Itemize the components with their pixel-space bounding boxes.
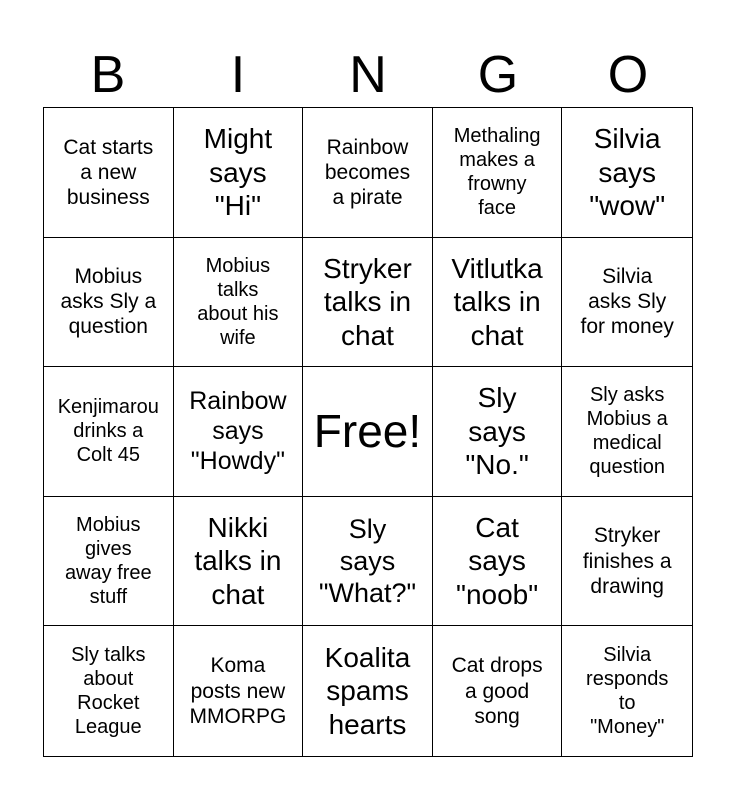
cell-text: Sly says "What?" xyxy=(318,513,417,609)
cell-text: Stryker finishes a drawing xyxy=(582,524,672,598)
free-space-label: Free! xyxy=(313,404,422,457)
cell-text: Cat starts a new business xyxy=(63,135,154,209)
bingo-cell[interactable] xyxy=(44,497,174,627)
bingo-cell[interactable] xyxy=(433,497,563,627)
header-letter-i: I xyxy=(230,46,246,104)
bingo-cell[interactable] xyxy=(174,626,304,756)
free-space-cell[interactable] xyxy=(303,367,433,497)
cell-text: Koalita spams hearts xyxy=(324,641,411,740)
cell-text: Rainbow says "Howdy" xyxy=(189,387,287,476)
cell-text: Kenjimarou drinks a Colt 45 xyxy=(57,396,159,467)
bingo-cell[interactable] xyxy=(303,497,433,627)
cell-text: Vitlutka talks in chat xyxy=(451,252,543,351)
bingo-cell[interactable] xyxy=(174,238,304,368)
cell-text: Sly asks Mobius a medical question xyxy=(586,384,668,479)
bingo-cell[interactable] xyxy=(562,108,692,238)
header-letter-o: O xyxy=(607,46,649,104)
cell-text: Cat says "noob" xyxy=(456,511,539,610)
bingo-cell[interactable] xyxy=(562,626,692,756)
cell-text: Nikki talks in chat xyxy=(194,511,282,610)
cell-text: Methaling makes a frowny face xyxy=(453,125,541,220)
bingo-cell[interactable] xyxy=(44,626,174,756)
cell-text: Silvia asks Sly for money xyxy=(580,265,674,339)
bingo-cell[interactable] xyxy=(433,108,563,238)
cell-text: Koma posts new MMORPG xyxy=(189,654,287,728)
bingo-cell[interactable] xyxy=(303,108,433,238)
cell-text: Mobius gives away free stuff xyxy=(64,514,152,609)
cell-text: Cat drops a good song xyxy=(451,654,543,728)
cell-text: Rainbow becomes a pirate xyxy=(324,135,411,209)
bingo-cell[interactable] xyxy=(562,367,692,497)
bingo-cell[interactable] xyxy=(44,367,174,497)
cell-text: Mobius talks about his wife xyxy=(197,254,279,349)
bingo-board xyxy=(43,107,693,757)
bingo-cell[interactable] xyxy=(562,497,692,627)
bingo-cell[interactable] xyxy=(433,626,563,756)
bingo-cell[interactable] xyxy=(303,238,433,368)
bingo-header xyxy=(43,44,693,106)
cell-text: Silvia says "wow" xyxy=(589,122,666,222)
header-letter-n: N xyxy=(349,46,387,104)
cell-text: Silvia responds to "Money" xyxy=(586,644,669,739)
bingo-cell[interactable] xyxy=(174,497,304,627)
cell-text: Sly says "No." xyxy=(465,382,529,481)
bingo-cell[interactable] xyxy=(174,108,304,238)
bingo-cell[interactable] xyxy=(174,367,304,497)
header-letter-g: G xyxy=(477,46,519,104)
header-letter-b: B xyxy=(90,46,126,104)
cell-text: Might says "Hi" xyxy=(203,122,273,222)
bingo-cell[interactable] xyxy=(433,238,563,368)
cell-text: Stryker talks in chat xyxy=(323,252,412,351)
bingo-cell[interactable] xyxy=(433,367,563,497)
cell-text: Sly talks about Rocket League xyxy=(71,644,146,739)
bingo-cell[interactable] xyxy=(44,108,174,238)
bingo-cell[interactable] xyxy=(303,626,433,756)
cell-text: Mobius asks Sly a question xyxy=(60,265,157,339)
bingo-cell[interactable] xyxy=(44,238,174,368)
bingo-cell[interactable] xyxy=(562,238,692,368)
